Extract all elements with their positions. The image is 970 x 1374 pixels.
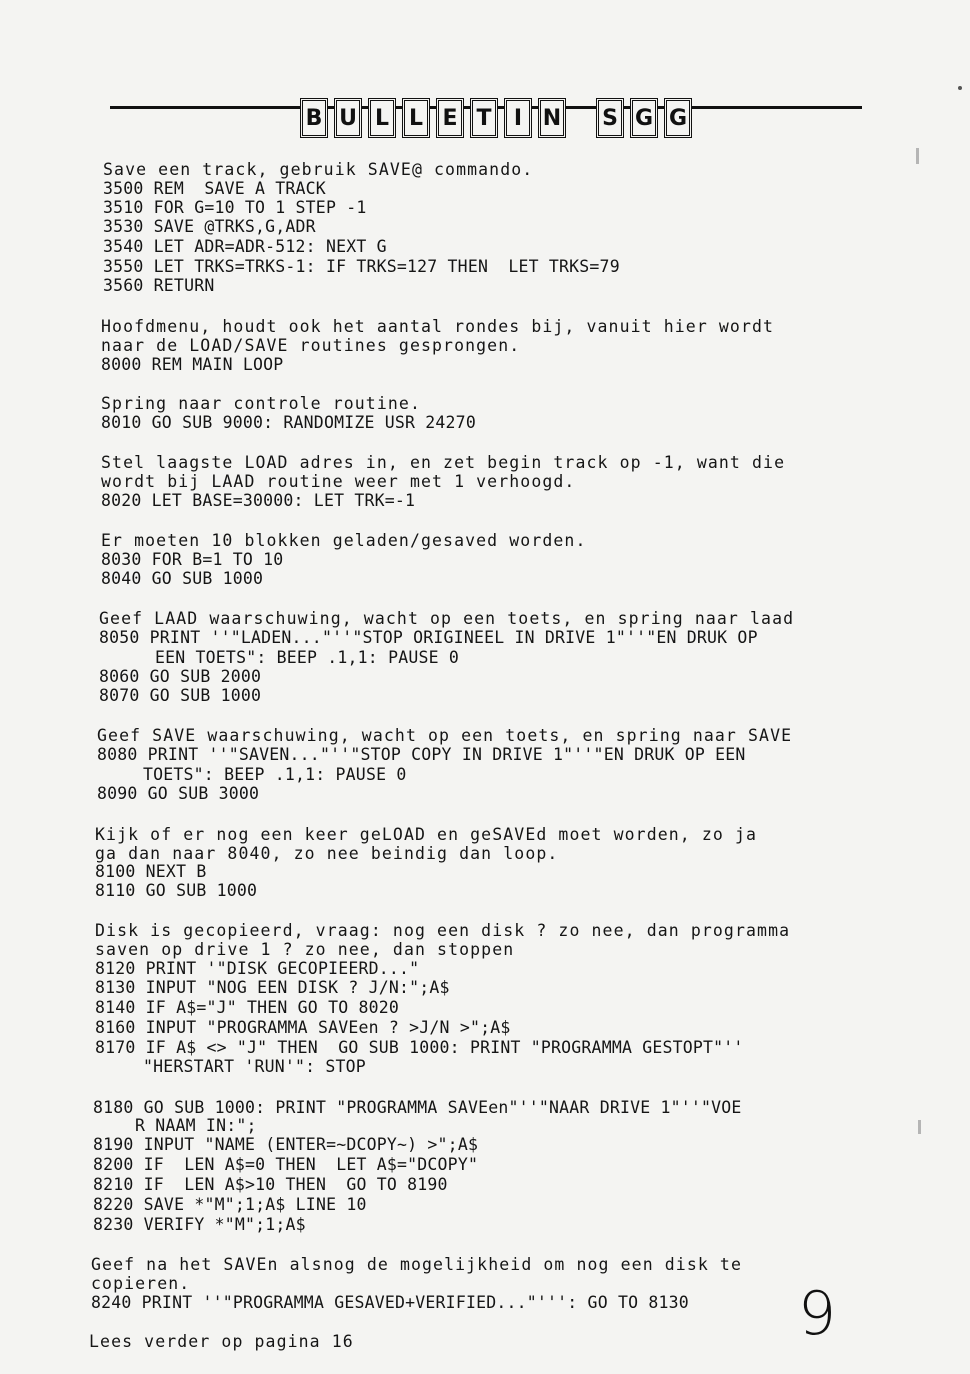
logo-letter: U: [334, 98, 362, 138]
code-line: 8050 PRINT ''"LADEN..."''"STOP ORIGINEEL IN DRIVE 1"''"EN DRUK OP: [99, 628, 758, 647]
text-line: Save een track, gebruik SAVE@ commando.: [103, 160, 534, 179]
code-line: 8100 NEXT B: [95, 862, 207, 881]
text-line: Hoofdmenu, houdt ook het aantal rondes bij, vanuit hier wordt: [101, 317, 775, 336]
text-line: Kijk of er nog een keer geLOAD en geSAVEd moet worden, zo ja: [95, 825, 758, 844]
code-line: 8190 INPUT "NAME (ENTER=~DCOPY~) >";A$: [93, 1135, 479, 1154]
code-line: 3530 SAVE @TRKS,G,ADR: [103, 217, 316, 236]
code-line: 8040 GO SUB 1000: [101, 569, 264, 588]
code-line: 8030 FOR B=1 TO 10: [101, 550, 284, 569]
code-line: 8130 INPUT "NOG EEN DISK ? J/N:";A$: [95, 978, 450, 997]
code-line: 3550 LET TRKS=TRKS-1: IF TRKS=127 THEN LET TRKS=79: [103, 257, 620, 276]
code-line: 3500 REM SAVE A TRACK: [103, 179, 326, 198]
text-line: Geef LAAD waarschuwing, wacht op een toets, en spring naar laad: [99, 609, 795, 628]
scan-speck: [916, 148, 919, 164]
code-line: EEN TOETS": BEEP .1,1: PAUSE 0: [155, 648, 460, 667]
logo-letter: G: [630, 98, 658, 138]
page-number: 9: [798, 1279, 837, 1349]
logo-letter: N: [538, 98, 566, 138]
code-line: 8170 IF A$ <> "J" THEN GO SUB 1000: PRINT "PROGRAMMA GESTOPT"'': [95, 1038, 744, 1057]
code-line: 8020 LET BASE=30000: LET TRK=-1: [101, 491, 416, 510]
text-line: Geef na het SAVEn alsnog de mogelijkheid om nog een disk te: [91, 1255, 742, 1274]
code-line: 8070 GO SUB 1000: [99, 686, 262, 705]
text-line: ga dan naar 8040, zo nee beindig dan loop.: [95, 844, 559, 863]
code-line: 8090 GO SUB 3000: [97, 784, 260, 803]
scan-speck: [918, 1120, 921, 1134]
code-line: 8140 IF A$="J" THEN GO TO 8020: [95, 998, 400, 1017]
text-line: Disk is gecopieerd, vraag: nog een disk ? zo nee, dan programma: [95, 921, 791, 940]
logo-letter: L: [368, 98, 396, 138]
code-line: 8010 GO SUB 9000: RANDOMIZE USR 24270: [101, 413, 476, 432]
text-line: Stel laagste LOAD adres in, en zet begin track op -1, want die: [101, 453, 786, 472]
code-line: 8230 VERIFY *"M";1;A$: [93, 1215, 306, 1234]
text-line: wordt bij LAAD routine weer met 1 verhoogd.: [101, 472, 576, 491]
text-line: naar de LOAD/SAVE routines gesprongen.: [101, 336, 521, 355]
code-line: 8000 REM MAIN LOOP: [101, 355, 284, 374]
code-line: 8160 INPUT "PROGRAMMA SAVEen ? >J/N >";A$: [95, 1018, 511, 1037]
logo-letter: T: [470, 98, 498, 138]
code-line: 8080 PRINT ''"SAVEN..."''"STOP COPY IN DRIVE 1"''"EN DRUK OP EEN: [97, 745, 746, 764]
text-line: Spring naar controle routine.: [101, 394, 421, 413]
code-line: 3540 LET ADR=ADR-512: NEXT G: [103, 237, 387, 256]
text-line: saven op drive 1 ? zo nee, dan stoppen: [95, 940, 515, 959]
code-line: 8060 GO SUB 2000: [99, 667, 262, 686]
logo-letter: L: [402, 98, 430, 138]
text-line: Geef SAVE waarschuwing, wacht op een toets, en spring naar SAVE: [97, 726, 793, 745]
code-line: 8200 IF LEN A$=0 THEN LET A$="DCOPY": [93, 1155, 479, 1174]
code-line: R NAAM IN:";: [135, 1116, 257, 1135]
scan-speck: [958, 86, 962, 90]
code-line: 8240 PRINT ''"PROGRAMMA GESAVED+VERIFIED..."''': GO TO 8130: [91, 1293, 689, 1312]
code-line: 8220 SAVE *"M";1;A$ LINE 10: [93, 1195, 367, 1214]
bulletin-sgg-logo: [300, 98, 692, 138]
code-line: 8110 GO SUB 1000: [95, 881, 258, 900]
code-line: 8180 GO SUB 1000: PRINT "PROGRAMMA SAVEen"''"NAAR DRIVE 1"''"VOE: [93, 1098, 742, 1117]
code-line: 3560 RETURN: [103, 276, 215, 295]
footer-continue-text: Lees verder op pagina 16: [89, 1332, 354, 1351]
code-line: TOETS": BEEP .1,1: PAUSE 0: [143, 765, 407, 784]
code-line: "HERSTART 'RUN'": STOP: [143, 1057, 366, 1076]
code-line: 8210 IF LEN A$>10 THEN GO TO 8190: [93, 1175, 448, 1194]
logo-letter: B: [300, 98, 328, 138]
text-line: copieren.: [91, 1274, 191, 1293]
text-line: Er moeten 10 blokken geladen/gesaved worden.: [101, 531, 587, 550]
logo-letter: G: [664, 98, 692, 138]
logo-letter: I: [504, 98, 532, 138]
logo-letter: E: [436, 98, 464, 138]
code-line: 8120 PRINT '"DISK GECOPIEERD...": [95, 959, 420, 978]
logo-letter: S: [596, 98, 624, 138]
code-line: 3510 FOR G=10 TO 1 STEP -1: [103, 198, 367, 217]
